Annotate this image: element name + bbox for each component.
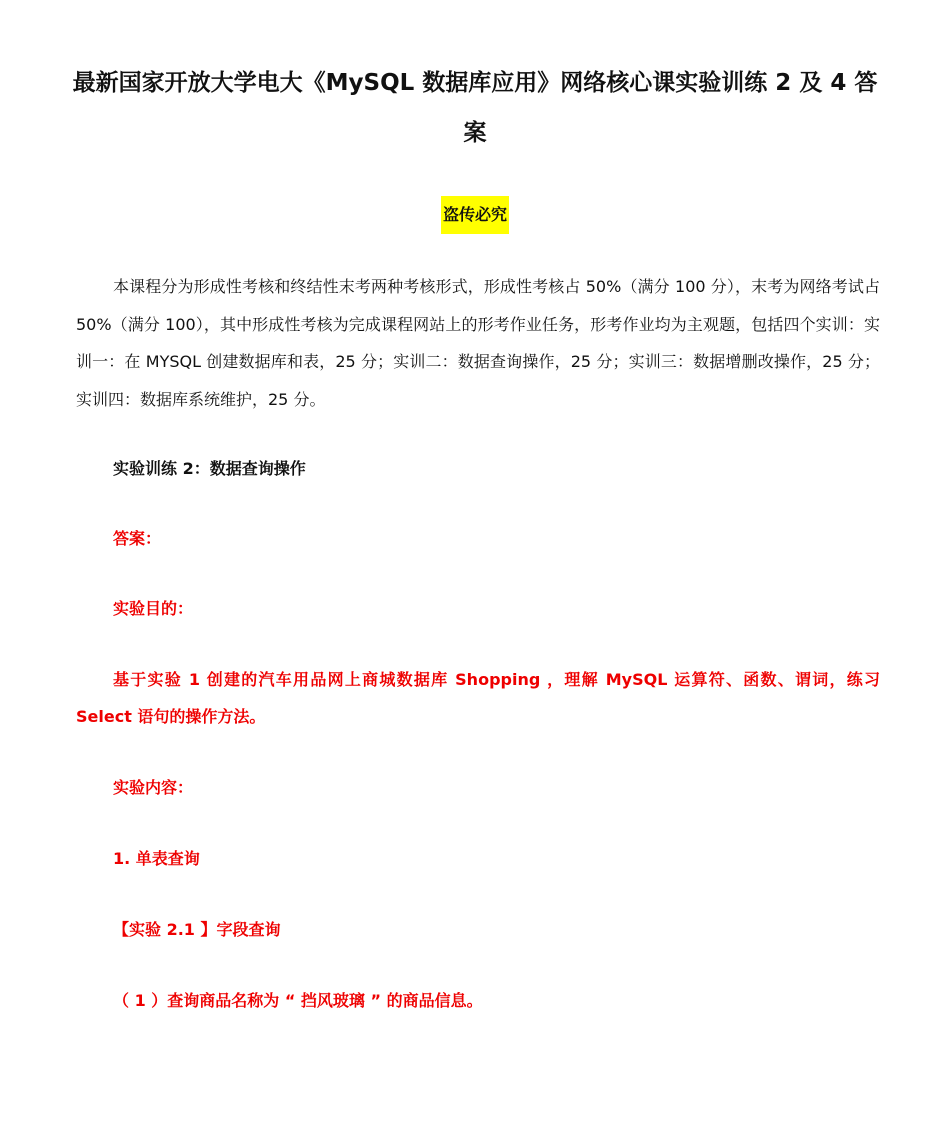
experiment-2-1-heading: 【实验 2.1 】字段查询 <box>113 920 281 939</box>
step-1-text: （ 1 ）查询商品名称为 “ 挡风玻璃 ” 的商品信息。 <box>113 991 483 1010</box>
section-heading: 实验训练 2：数据查询操作 <box>113 459 306 478</box>
piracy-warning-highlight: 盗传必究 <box>441 196 509 234</box>
warning-container <box>0 196 950 234</box>
objective-text: 基于实验 1 创建的汽车用品网上商城数据库 Shopping ，理解 MySQL 运算符、函数、谓词，练习 Select 语句的操作方法。 <box>76 670 880 726</box>
content-label: 实验内容： <box>113 778 194 797</box>
item-single-table-query: 1. 单表查询 <box>113 849 200 868</box>
document-title: 最新国家开放大学电大《MySQL 数据库应用》网络核心课实验训练 2 及 4 答案 <box>72 70 878 146</box>
course-intro-paragraph: 本课程分为形成性考核和终结性末考两种考核形式，形成性考核占 50%（满分 100 分），末考为网络考试占 50%（满分 100），其中形成性考核为完成课程网站上的形考作业任务，形考作业均为主观题，包括四个实训：实训一：在 MYSQL 创建数据库和表，25 分；实训二：数据查询操作，25 分；实训三：数据增删改操作，25 分；实训四：数据库系统维护，25 分。 <box>76 277 880 409</box>
answer-label: 答案： <box>113 529 162 548</box>
objective-label: 实验目的： <box>113 599 194 618</box>
